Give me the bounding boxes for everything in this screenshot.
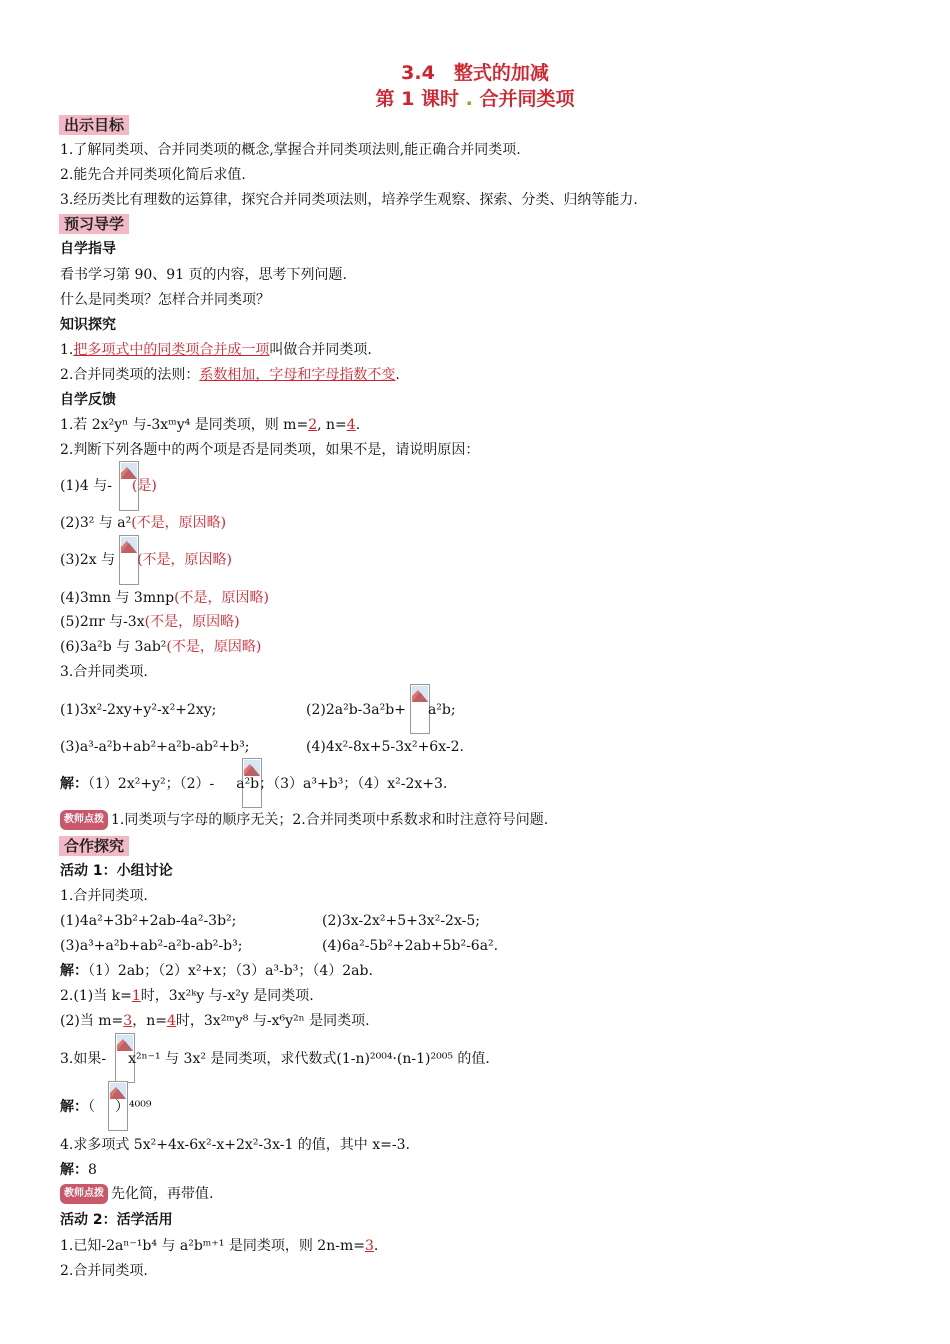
- solution-label: 解：: [60, 776, 88, 792]
- judge-2-answer: (不是，原因略): [131, 515, 227, 531]
- act2-q1-answer: 3: [364, 1238, 374, 1254]
- k1-suffix: 叫做合并同类项.: [269, 342, 372, 358]
- tip-1: [60, 810, 548, 830]
- k1-prefix: 1.: [60, 342, 74, 358]
- f1-n-label: , n=: [317, 417, 347, 433]
- combine-2-b: a²b;: [427, 702, 456, 718]
- k1-answer: 把多项式中的同类项合并成一项: [73, 342, 270, 358]
- combine-solution: [60, 775, 447, 793]
- f1-end: .: [355, 417, 361, 433]
- judge-6-text: (6)3a²b 与 3ab²: [60, 639, 167, 655]
- activity-1-q4-solution: [60, 1161, 97, 1179]
- combine-3: (3)a³-a²b+ab²+a²b-ab²+b³;: [60, 739, 250, 755]
- judge-5-answer: (不是，原因略): [144, 614, 240, 630]
- q2-1-b: 时，3x²ᵏy 与-x²y 是同类项.: [140, 988, 314, 1004]
- tip-1-text: 1.同类项与字母的顺序无关；2.合并同类项中系数求和时注意符号问题.: [111, 812, 549, 828]
- goal-1: 1.了解同类项、合并同类项的概念,掌握合并同类项法则,能正确合并同类项.: [60, 142, 521, 158]
- activity-1-q3: [60, 1050, 490, 1068]
- heading-activity-2: 活动 2：活学活用: [60, 1212, 173, 1228]
- activity-1-q2-1: [60, 987, 314, 1005]
- section-goals: 出示目标: [59, 115, 129, 135]
- activity-1-3: (3)a³+a²b+ab²-a²b-ab²-b³;: [60, 938, 243, 954]
- knowledge-2: [60, 366, 400, 384]
- judge-4-answer: (不是，原因略): [174, 590, 270, 606]
- heading-feedback: 自学反馈: [60, 392, 116, 408]
- solution-a: （1）2x²+y²；（2）-: [88, 776, 215, 792]
- f1-text: 1.若 2x²yⁿ 与-3xᵐy⁴ 是同类项，则 m=: [60, 417, 309, 433]
- activity-2-q2: 2.合并同类项.: [60, 1263, 148, 1279]
- activity-1-q3-solution: [60, 1098, 151, 1116]
- act2-q1-text: 1.已知-2aⁿ⁻¹b⁴ 与 a²bᵐ⁺¹ 是同类项，则 2n-m=: [60, 1238, 365, 1254]
- activity-1-solution: [60, 962, 373, 980]
- f1-m-answer: 2: [308, 417, 318, 433]
- teacher-tip-badge: 教师点拨: [60, 1184, 108, 1204]
- title-line-2: [0, 88, 950, 110]
- goal-3: 3.经历类比有理数的运算律，探究合并同类项法则，培养学生观察、探索、分类、归纳等能力.: [60, 192, 638, 208]
- judge-2: [60, 514, 226, 532]
- judge-6-answer: (不是，原因略): [166, 639, 262, 655]
- title-lesson: 第 1 课时: [375, 88, 459, 110]
- judge-3-text: (3)2x 与: [60, 552, 116, 568]
- activity-1-solution-text: （1）2ab；（2）x²+x；（3）a³-b³；（4）2ab.: [88, 963, 373, 979]
- teacher-tip-badge: 教师点拨: [60, 810, 108, 830]
- activity-1-q4: 4.求多项式 5x²+4x-6x²-x+2x²-3x-1 的值，其中 x=-3.: [60, 1137, 410, 1153]
- q3-sol-b: ）⁴⁰⁰⁹: [115, 1099, 152, 1115]
- judge-1-answer: (是): [131, 478, 157, 494]
- activity-1-q2-2: [60, 1012, 370, 1030]
- judge-5-text: (5)2πr 与-3x: [60, 614, 145, 630]
- act2-q1-end: .: [373, 1238, 379, 1254]
- q2-1-a: 2.(1)当 k=: [60, 988, 132, 1004]
- heading-knowledge: 知识探究: [60, 317, 116, 333]
- section-preview: 预习导学: [59, 214, 129, 234]
- judge-5: [60, 613, 240, 631]
- solution-label: 解：: [60, 1162, 88, 1178]
- q3-sol-a: （: [88, 1099, 95, 1115]
- q2-2-b: 时，3x²ᵐy⁸ 与-x⁶y²ⁿ 是同类项.: [175, 1013, 370, 1029]
- activity-1-4: (4)6a²-5b²+2ab+5b²-6a².: [322, 938, 499, 954]
- solution-b: a²b；（3）a³+b³；（4）x²-2x+3.: [236, 776, 448, 792]
- activity-2-q1: [60, 1237, 378, 1255]
- q3-a: 3.如果-: [60, 1051, 107, 1067]
- q2-1-k-answer: 1: [131, 988, 141, 1004]
- judge-4: [60, 589, 269, 607]
- knowledge-1: [60, 341, 372, 359]
- combine-2-a: (2)2a²b-3a²b+: [306, 702, 406, 718]
- feedback-3: 3.合并同类项.: [60, 664, 148, 680]
- title-line-1: 3.4 整式的加减: [401, 62, 549, 84]
- q2-2-mid: ，n=: [132, 1013, 167, 1029]
- q2-2-n-answer: 4: [166, 1013, 176, 1029]
- combine-2: [306, 701, 456, 719]
- q4-sol-value: 8: [88, 1162, 97, 1178]
- judge-1: [60, 477, 157, 495]
- goal-2: 2.能先合并同类项化简后求值.: [60, 167, 246, 183]
- self-study-1: 看书学习第 90、91 页的内容，思考下列问题.: [60, 267, 347, 283]
- solution-label: 解：: [60, 963, 88, 979]
- judge-2-text: (2)3² 与 a²: [60, 515, 132, 531]
- q2-2-a: (2)当 m=: [60, 1013, 124, 1029]
- k2-answer: 系数相加，字母和字母指数不变: [199, 367, 396, 383]
- heading-activity-1: 活动 1：小组讨论: [60, 863, 173, 879]
- k2-prefix: 2.合并同类项的法则：: [60, 367, 200, 383]
- activity-1-2: (2)3x-2x²+5+3x²-2x-5;: [322, 913, 480, 929]
- judge-1-text: (1)4 与-: [60, 478, 112, 494]
- title-topic: 合并同类项: [479, 88, 575, 110]
- feedback-1: [60, 416, 360, 434]
- solution-label: 解：: [60, 1099, 88, 1115]
- judge-4-text: (4)3mn 与 3mnp: [60, 590, 175, 606]
- combine-4: (4)4x²-8x+5-3x²+6x-2.: [306, 739, 464, 755]
- tip-2: [60, 1184, 213, 1204]
- tip-2-text: 先化简，再带值.: [111, 1186, 214, 1202]
- k2-suffix: .: [395, 367, 400, 383]
- q3-b: x²ⁿ⁻¹ 与 3x² 是同类项，求代数式(1-n)²⁰⁰⁴·(n-1)²⁰⁰⁵ 的值.: [128, 1051, 490, 1067]
- feedback-2: 2.判断下列各题中的两个项是否是同类项，如果不是，请说明原因：: [60, 442, 480, 458]
- judge-3: [60, 551, 232, 569]
- combine-1: (1)3x²-2xy+y²-x²+2xy;: [60, 702, 217, 718]
- f1-n-answer: 4: [346, 417, 356, 433]
- judge-3-answer: (不是，原因略): [137, 552, 233, 568]
- self-study-2: 什么是同类项？怎样合并同类项？: [60, 292, 270, 308]
- activity-1-q1: 1.合并同类项.: [60, 888, 148, 904]
- judge-6: [60, 638, 261, 656]
- section-coop: 合作探究: [59, 836, 129, 856]
- q2-2-m-answer: 3: [123, 1013, 133, 1029]
- activity-1-1: (1)4a²+3b²+2ab-4a²-3b²;: [60, 913, 237, 929]
- heading-self-study: 自学指导: [60, 241, 116, 257]
- title-dot: .: [465, 88, 473, 110]
